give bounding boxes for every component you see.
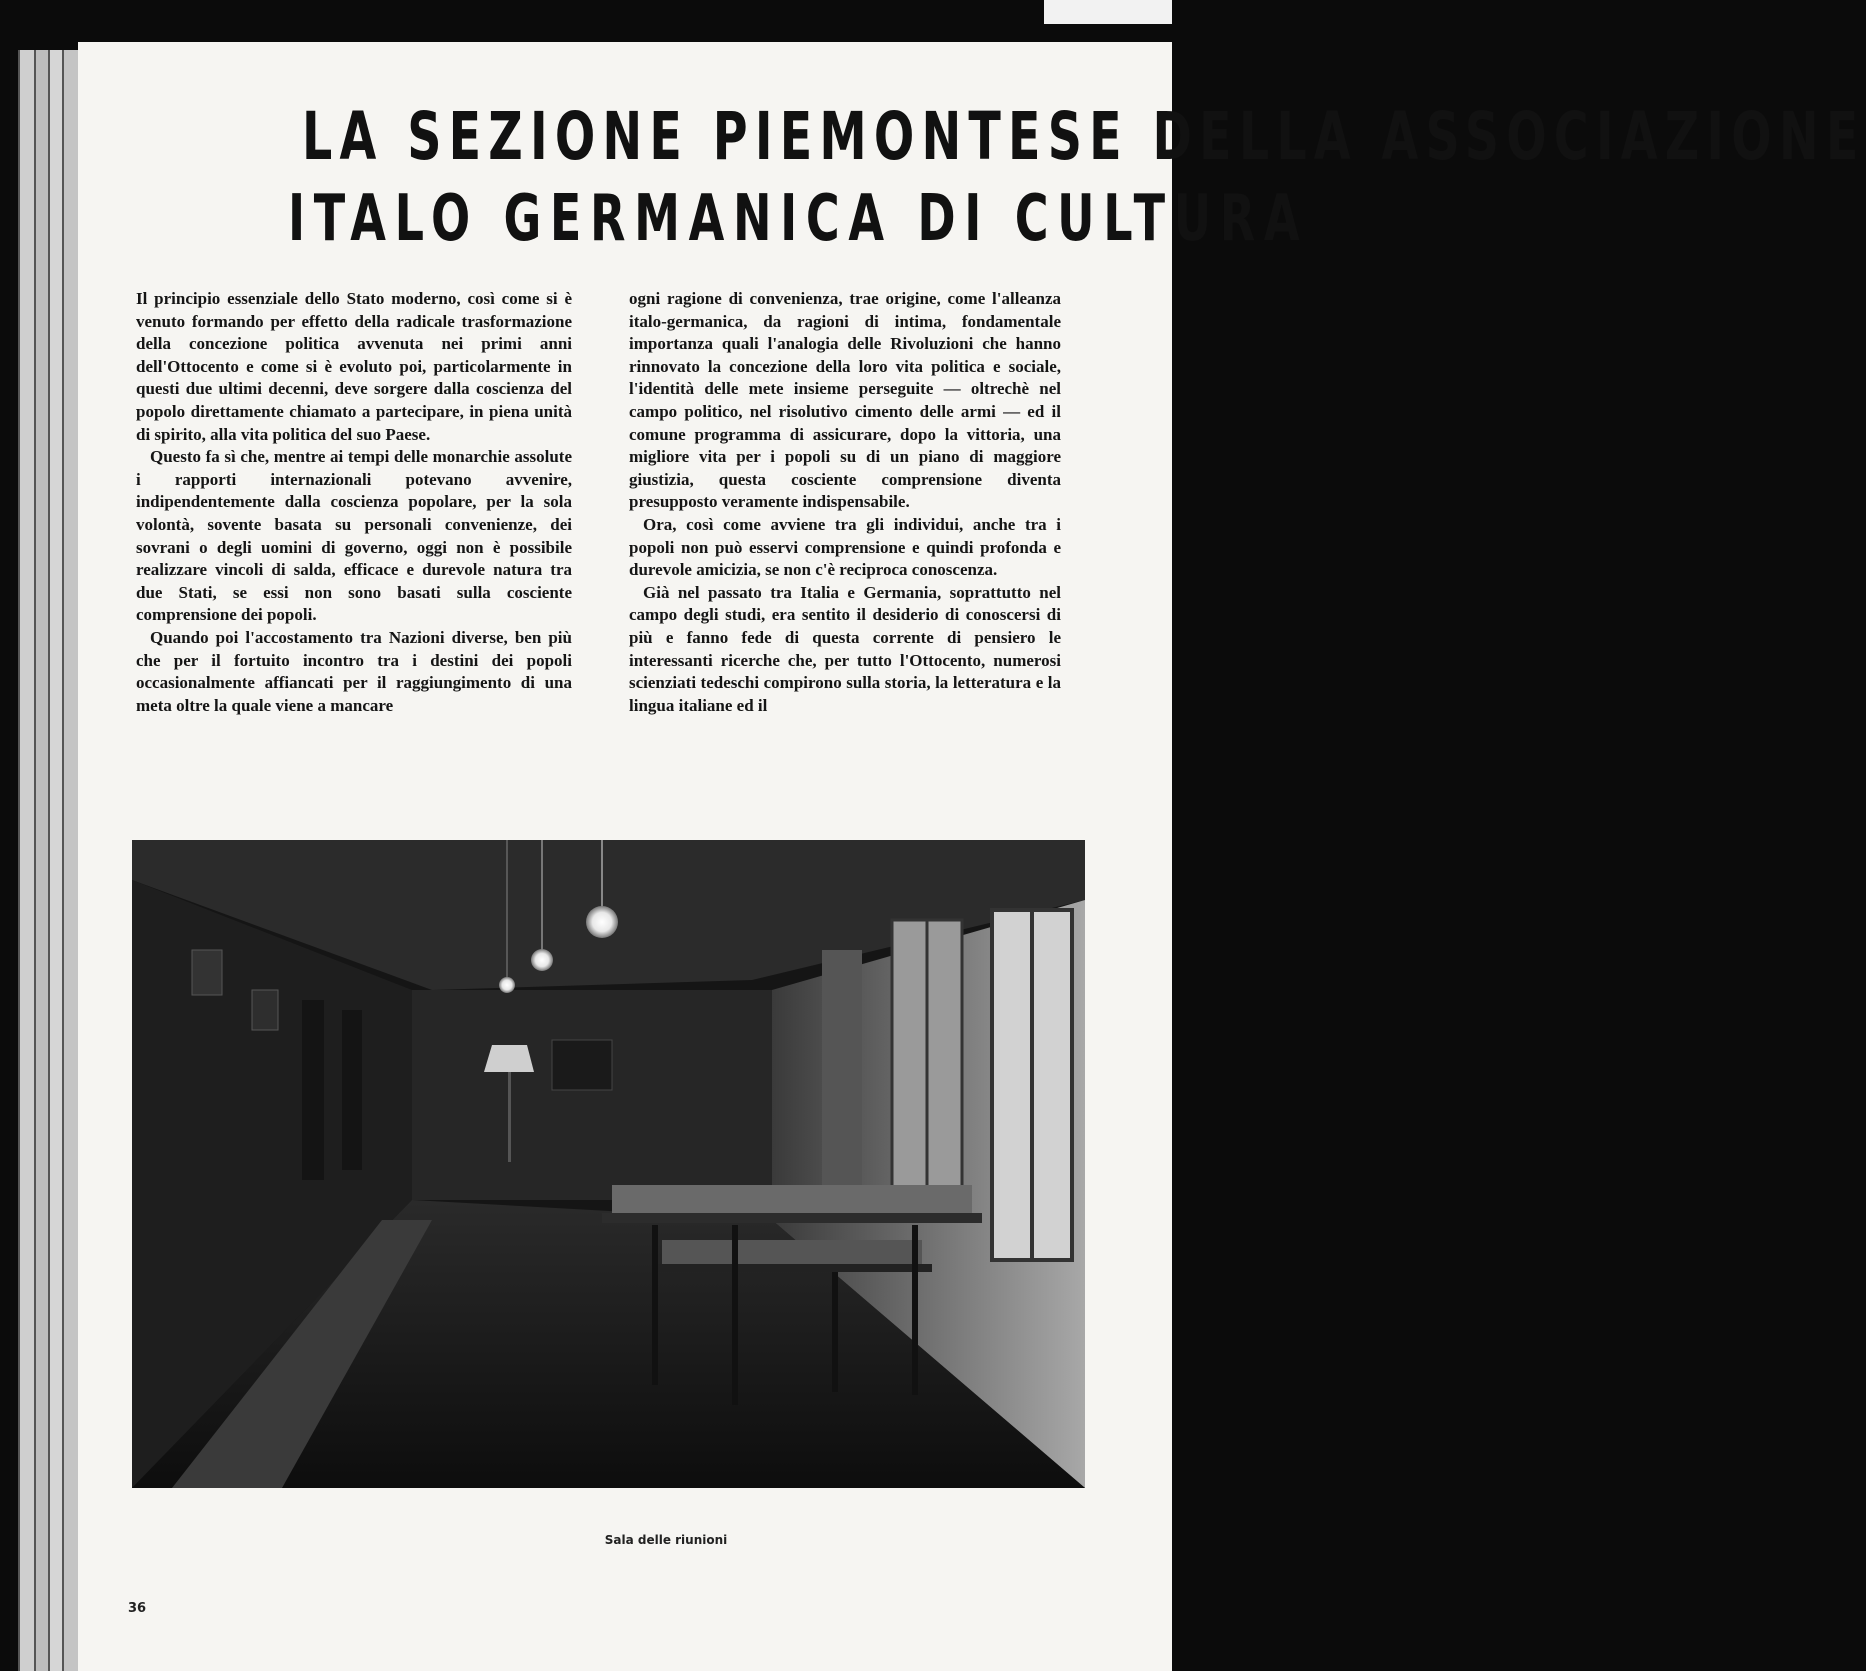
paragraph: Quando poi l'accostamento tra Nazioni diverse, ben più che per il fortuito incontro tra i destini dei popoli occasionalmente affiancati per il raggiungimento di una meta oltre la quale viene a mancare bbox=[136, 627, 572, 715]
paragraph: Già nel passato tra Italia e Germania, soprattutto nel campo degli studi, era sentito il desiderio di conoscersi di più e fanno fede di questa corrente di pensiero le interessanti ricerche che, per tutto l'Ottocento, numerosi scienziati tedeschi compirono sulla storia, la letteratura e la lingua italiane ed il bbox=[629, 582, 1061, 715]
photo-caption: Sala delle riunioni bbox=[604, 1533, 728, 1547]
text-column-right bbox=[629, 288, 1061, 717]
paragraph: Il principio essenziale dello Stato moderno, così come si è venuto formando per effetto della radicale trasformazione della concezione politica avvenuta nei primi anni dell'Ottocento e come si è evoluto poi, particolarmente in questi due ultimi decenni, deve sorgere dalla coscienza del popolo direttamente chiamato a partecipare, in piena unità di spirito, alla vita politica del suo Paese. bbox=[136, 289, 572, 444]
meeting-hall-photo bbox=[132, 840, 1085, 1488]
paragraph: Questo fa sì che, mentre ai tempi delle monarchie assolute i rapporti internazionali potevano avvenire, indipendentemente dalla coscienza popolare, per la sola volontà, sovente basata su personali convenienze, dei sovrani o degli uomini di governo, oggi non è possibile realizzare vincoli di salda, efficace e durevole natura tra due Stati, se essi non sono basati sulla cosciente comprensione dei popoli. bbox=[136, 447, 572, 625]
page-number: 36 bbox=[128, 1601, 147, 1616]
title-line-2: ITALO GERMANICA DI CULTURA bbox=[288, 182, 1309, 256]
paragraph: Ora, così come avviene tra gli individui, anche tra i popoli non può esservi comprensione e quindi profonda e durevole amicizia, se non c'è reciproca conoscenza. bbox=[629, 514, 1061, 580]
title-line-1: LA SEZIONE PIEMONTESE DELLA ASSOCIAZIONE bbox=[301, 98, 1866, 175]
corner-tab bbox=[1044, 0, 1172, 24]
text-column-left bbox=[136, 288, 572, 717]
paragraph: ogni ragione di convenienza, trae origine, come l'alleanza italo-germanica, da ragioni di intima, fondamentale importanza quali l'analogia delle Rivoluzioni che hanno rinnovato la concezione della loro vita politica e sociale, l'identità delle mete insieme perseguite — oltrechè nel campo politico, nel risolutivo cimento delle armi — ed il comune programma di assicurare, dopo la vittoria, una migliore vita per i popoli su di un piano di maggiore giustizia, questa cosciente comprensione diventa presupposto veramente indispensabile. bbox=[629, 289, 1061, 512]
